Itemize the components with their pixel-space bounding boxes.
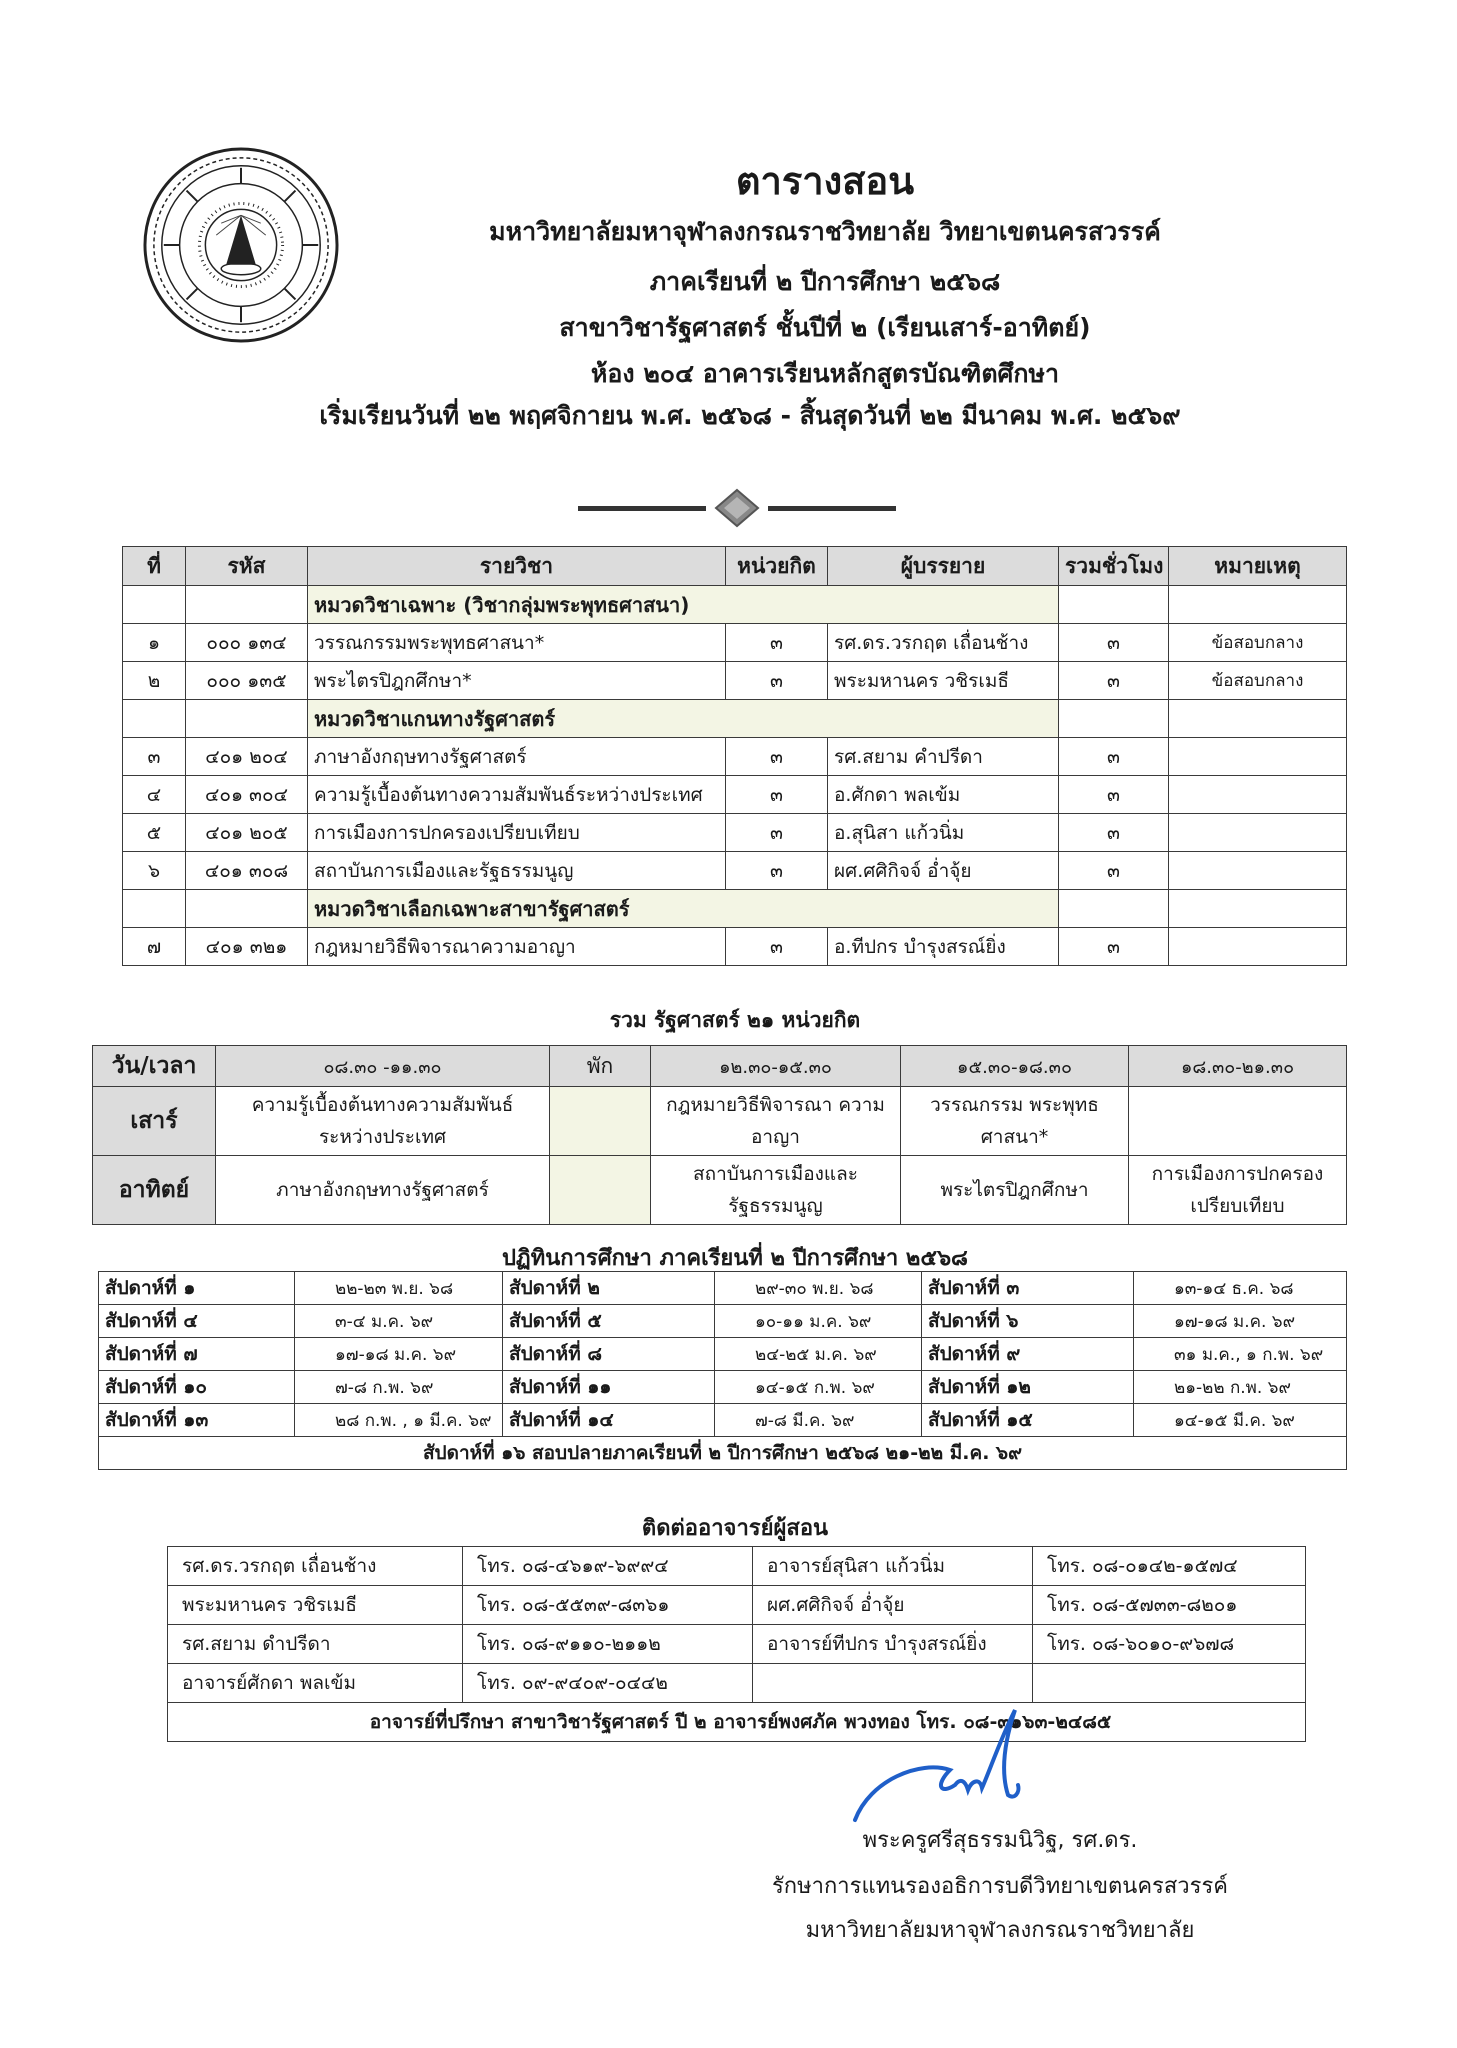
empty-cell <box>1059 890 1169 928</box>
schedule-row-saturday <box>93 1087 1347 1156</box>
course-no: ๔ <box>123 776 186 814</box>
empty-cell <box>186 586 308 624</box>
week-label: สัปดาห์ที่ ๗ <box>99 1338 295 1371</box>
course-no: ๑ <box>123 624 186 662</box>
contact-row <box>168 1586 1306 1625</box>
course-name: กฎหมายวิธีพิจารณาความอาญา <box>308 928 726 966</box>
empty-cell <box>1059 586 1169 624</box>
break-cell <box>550 1156 651 1225</box>
week-label: สัปดาห์ที่ ๑๔ <box>503 1404 715 1437</box>
contact-name: ผศ.ศศิกิจจ์ อ่ำจุ้ย <box>753 1586 1033 1625</box>
slot-cell: ภาษาอังกฤษทางรัฐศาสตร์ <box>216 1156 550 1225</box>
period-line: เริ่มเรียนวันที่ ๒๒ พฤศจิกายน พ.ศ. ๒๕๖๘ - สิ้นสุดวันที่ ๒๒ มีนาคม พ.ศ. ๒๕๖๙ <box>319 401 1181 430</box>
contact-phone <box>1033 1664 1306 1703</box>
col-hours: รวมชั่วโมง <box>1059 547 1169 586</box>
contact-phone: โทร. ๐๙-๙๔๐๙-๐๔๔๒ <box>463 1664 753 1703</box>
contact-name <box>753 1664 1033 1703</box>
col-slot-3: ๑๕.๓๐-๑๘.๓๐ <box>901 1046 1129 1087</box>
empty-cell <box>123 586 186 624</box>
contact-name: อาจารย์สุนิสา แก้วนิ่ม <box>753 1547 1033 1586</box>
course-note: ข้อสอบกลาง <box>1169 624 1347 662</box>
course-row <box>123 852 1347 890</box>
week-date: ๒๑-๒๒ ก.พ. ๖๙ <box>1134 1371 1347 1404</box>
exam-row <box>99 1437 1347 1470</box>
day-label: อาทิตย์ <box>93 1156 216 1225</box>
col-break: พัก <box>550 1046 651 1087</box>
course-credits: ๓ <box>726 928 828 966</box>
schedule-row-sunday <box>93 1156 1347 1225</box>
course-lecturer: รศ.ดร.วรกฤต เถื่อนช้าง <box>828 624 1059 662</box>
signatory-organization: มหาวิทยาลัยมหาจุฬาลงกรณราชวิทยาลัย <box>805 1918 1195 1943</box>
signatory-name: พระครูศรีสุธรรมนิวิฐ, รศ.ดร. <box>862 1828 1138 1853</box>
total-credits: รวม รัฐศาสตร์ ๒๑ หน่วยกิต <box>609 1008 861 1032</box>
courses-table <box>122 546 1347 966</box>
empty-cell <box>1169 700 1347 738</box>
week-date: ๓๑ ม.ค., ๑ ก.พ. ๖๙ <box>1134 1338 1347 1371</box>
empty-cell <box>186 700 308 738</box>
course-hours: ๓ <box>1059 814 1169 852</box>
course-code: ๔๐๑ ๓๐๘ <box>186 852 308 890</box>
semester-line: ภาคเรียนที่ ๒ ปีการศึกษา ๒๕๖๘ <box>649 267 1001 296</box>
course-no: ๓ <box>123 738 186 776</box>
week-label: สัปดาห์ที่ ๖ <box>922 1305 1134 1338</box>
calendar-row <box>99 1272 1347 1305</box>
week-date: ๑๔-๑๕ ก.พ. ๖๙ <box>715 1371 922 1404</box>
course-credits: ๓ <box>726 624 828 662</box>
course-section-row <box>123 890 1347 928</box>
course-hours: ๓ <box>1059 624 1169 662</box>
contact-phone: โทร. ๐๘-๕๗๓๓-๘๒๐๑ <box>1033 1586 1306 1625</box>
course-credits: ๓ <box>726 738 828 776</box>
empty-cell <box>186 890 308 928</box>
slot-cell <box>1129 1087 1347 1156</box>
col-no: ที่ <box>123 547 186 586</box>
schedule-header-row <box>93 1046 1347 1087</box>
university-name: มหาวิทยาลัยมหาจุฬาลงกรณราชวิทยาลัย วิทยาเขตนครสวรรค์ <box>489 217 1161 246</box>
calendar-row <box>99 1305 1347 1338</box>
course-name: ภาษาอังกฤษทางรัฐศาสตร์ <box>308 738 726 776</box>
col-code: รหัส <box>186 547 308 586</box>
advisor-info: อาจารย์ที่ปรึกษา สาขาวิชารัฐศาสตร์ ปี ๒ อาจารย์พงศภัค พวงทอง โทร. ๐๘-๓๑๖๓-๒๔๘๕ <box>168 1703 1306 1742</box>
col-day-time: วัน/เวลา <box>93 1046 216 1087</box>
week-label: สัปดาห์ที่ ๑๒ <box>922 1371 1134 1404</box>
course-note <box>1169 852 1347 890</box>
course-hours: ๓ <box>1059 662 1169 700</box>
week-label: สัปดาห์ที่ ๑๐ <box>99 1371 295 1404</box>
week-label: สัปดาห์ที่ ๓ <box>922 1272 1134 1305</box>
course-no: ๕ <box>123 814 186 852</box>
slot-cell: ความรู้เบื้องต้นทางความสัมพันธ์ ระหว่างประเทศ <box>216 1087 550 1156</box>
week-label: สัปดาห์ที่ ๒ <box>503 1272 715 1305</box>
col-slot-1: ๐๘.๓๐ -๑๑.๓๐ <box>216 1046 550 1087</box>
signatory-position: รักษาการแทนรองอธิการบดีวิทยาเขตนครสวรรค์ <box>771 1874 1228 1899</box>
decorative-divider-icon <box>578 488 896 528</box>
week-label: สัปดาห์ที่ ๑๓ <box>99 1404 295 1437</box>
contact-row <box>168 1547 1306 1586</box>
course-credits: ๓ <box>726 814 828 852</box>
calendar-title: ปฏิทินการศึกษา ภาคเรียนที่ ๒ ปีการศึกษา ๒๕๖๘ <box>501 1246 969 1271</box>
course-code: ๐๐๐ ๑๓๔ <box>186 624 308 662</box>
week-date: ๑๗-๑๘ ม.ค. ๖๙ <box>295 1338 503 1371</box>
empty-cell <box>123 890 186 928</box>
course-name: พระไตรปิฎกศึกษา* <box>308 662 726 700</box>
slot-cell: พระไตรปิฎกศึกษา <box>901 1156 1129 1225</box>
weekly-schedule-table <box>92 1045 1347 1225</box>
course-lecturer: อ.ศักดา พลเข้ม <box>828 776 1059 814</box>
calendar-row <box>99 1371 1347 1404</box>
course-note <box>1169 738 1347 776</box>
course-code: ๔๐๑ ๒๐๕ <box>186 814 308 852</box>
section-title: หมวดวิชาเลือกเฉพาะสาขารัฐศาสตร์ <box>308 890 1059 928</box>
course-no: ๗ <box>123 928 186 966</box>
calendar-row <box>99 1404 1347 1437</box>
course-hours: ๓ <box>1059 852 1169 890</box>
week-date: ๒๘ ก.พ. , ๑ มี.ค. ๖๙ <box>295 1404 503 1437</box>
week-date: ๒๒-๒๓ พ.ย. ๖๘ <box>295 1272 503 1305</box>
section-title: หมวดวิชาเฉพาะ (วิชากลุ่มพระพุทธศาสนา) <box>308 586 1059 624</box>
course-name: สถาบันการเมืองและรัฐธรรมนูญ <box>308 852 726 890</box>
courses-header-row <box>123 547 1347 586</box>
calendar-row <box>99 1338 1347 1371</box>
course-name: การเมืองการปกครองเปรียบเทียบ <box>308 814 726 852</box>
course-code: ๔๐๑ ๓๒๑ <box>186 928 308 966</box>
course-row <box>123 928 1347 966</box>
course-code: ๔๐๑ ๒๐๔ <box>186 738 308 776</box>
room-line: ห้อง ๒๐๔ อาคารเรียนหลักสูตรบัณฑิตศึกษา <box>590 359 1060 388</box>
week-label: สัปดาห์ที่ ๕ <box>503 1305 715 1338</box>
lecturer-contacts-table <box>167 1546 1306 1742</box>
course-row <box>123 814 1347 852</box>
course-note <box>1169 776 1347 814</box>
col-lecturer: ผู้บรรยาย <box>828 547 1059 586</box>
course-lecturer: อ.ทีปกร บำรุงสรณ์ยิ่ง <box>828 928 1059 966</box>
page-title: ตารางสอน <box>735 159 915 203</box>
slot-cell: กฎหมายวิธีพิจารณา ความอาญา <box>651 1087 901 1156</box>
course-no: ๒ <box>123 662 186 700</box>
course-lecturer: รศ.สยาม คำปรีดา <box>828 738 1059 776</box>
course-code: ๔๐๑ ๓๐๔ <box>186 776 308 814</box>
week-label: สัปดาห์ที่ ๑๕ <box>922 1404 1134 1437</box>
academic-calendar-table <box>98 1271 1347 1470</box>
week-date: ๗-๘ ก.พ. ๖๙ <box>295 1371 503 1404</box>
course-hours: ๓ <box>1059 738 1169 776</box>
empty-cell <box>1059 700 1169 738</box>
course-credits: ๓ <box>726 776 828 814</box>
week-label: สัปดาห์ที่ ๑ <box>99 1272 295 1305</box>
break-cell <box>550 1087 651 1156</box>
course-row <box>123 662 1347 700</box>
contact-phone: โทร. ๐๘-๕๕๓๙-๘๓๖๑ <box>463 1586 753 1625</box>
contact-name: พระมหานคร วชิรเมธี <box>168 1586 463 1625</box>
course-name: ความรู้เบื้องต้นทางความสัมพันธ์ระหว่างประเทศ <box>308 776 726 814</box>
col-credits: หน่วยกิต <box>726 547 828 586</box>
course-lecturer: อ.สุนิสา แก้วนิ่ม <box>828 814 1059 852</box>
week-label: สัปดาห์ที่ ๑๑ <box>503 1371 715 1404</box>
contacts-title: ติดต่ออาจารย์ผู้สอน <box>641 1516 829 1541</box>
course-row <box>123 776 1347 814</box>
course-hours: ๓ <box>1059 928 1169 966</box>
week-label: สัปดาห์ที่ ๔ <box>99 1305 295 1338</box>
course-name: วรรณกรรมพระพุทธศาสนา* <box>308 624 726 662</box>
slot-cell: การเมืองการปกครอง เปรียบเทียบ <box>1129 1156 1347 1225</box>
final-exam-note: สัปดาห์ที่ ๑๖ สอบปลายภาคเรียนที่ ๒ ปีการศึกษา ๒๕๖๘ ๒๑-๒๒ มี.ค. ๖๙ <box>99 1437 1347 1470</box>
course-section-row <box>123 586 1347 624</box>
week-date: ๑๐-๑๑ ม.ค. ๖๙ <box>715 1305 922 1338</box>
week-label: สัปดาห์ที่ ๙ <box>922 1338 1134 1371</box>
contact-name: รศ.สยาม ดำปรีดา <box>168 1625 463 1664</box>
advisor-row <box>168 1703 1306 1742</box>
course-hours: ๓ <box>1059 776 1169 814</box>
empty-cell <box>1169 890 1347 928</box>
contact-name: อาจารย์ศักดา พลเข้ม <box>168 1664 463 1703</box>
handwritten-signature-icon <box>840 1700 1070 1830</box>
course-credits: ๓ <box>726 662 828 700</box>
contact-phone: โทร. ๐๘-๐๑๔๒-๑๕๗๔ <box>1033 1547 1306 1586</box>
week-date: ๒๙-๓๐ พ.ย. ๖๘ <box>715 1272 922 1305</box>
contact-phone: โทร. ๐๘-๖๐๑๐-๙๖๗๘ <box>1033 1625 1306 1664</box>
course-row <box>123 738 1347 776</box>
week-label: สัปดาห์ที่ ๘ <box>503 1338 715 1371</box>
week-date: ๒๔-๒๕ ม.ค. ๖๙ <box>715 1338 922 1371</box>
course-no: ๖ <box>123 852 186 890</box>
course-code: ๐๐๐ ๑๓๕ <box>186 662 308 700</box>
slot-cell: สถาบันการเมืองและ รัฐธรรมนูญ <box>651 1156 901 1225</box>
week-date: ๓-๔ ม.ค. ๖๙ <box>295 1305 503 1338</box>
empty-cell <box>1169 586 1347 624</box>
col-slot-4: ๑๘.๓๐-๒๑.๓๐ <box>1129 1046 1347 1087</box>
course-note <box>1169 928 1347 966</box>
course-section-row <box>123 700 1347 738</box>
week-date: ๑๓-๑๔ ธ.ค. ๖๘ <box>1134 1272 1347 1305</box>
week-date: ๑๔-๑๕ มี.ค. ๖๙ <box>1134 1404 1347 1437</box>
empty-cell <box>123 700 186 738</box>
section-title: หมวดวิชาแกนทางรัฐศาสตร์ <box>308 700 1059 738</box>
course-note: ข้อสอบกลาง <box>1169 662 1347 700</box>
contact-row <box>168 1664 1306 1703</box>
week-date: ๑๗-๑๘ ม.ค. ๖๙ <box>1134 1305 1347 1338</box>
course-lecturer: พระมหานคร วชิรเมธี <box>828 662 1059 700</box>
course-credits: ๓ <box>726 852 828 890</box>
contact-name: อาจารย์ทีปกร บำรุงสรณ์ยิ่ง <box>753 1625 1033 1664</box>
course-note <box>1169 814 1347 852</box>
course-row <box>123 624 1347 662</box>
course-lecturer: ผศ.ศศิกิจจ์ อ่ำจุ้ย <box>828 852 1059 890</box>
week-date: ๗-๘ มี.ค. ๖๙ <box>715 1404 922 1437</box>
col-slot-2: ๑๒.๓๐-๑๕.๓๐ <box>651 1046 901 1087</box>
day-label: เสาร์ <box>93 1087 216 1156</box>
contact-name: รศ.ดร.วรกฤต เถื่อนช้าง <box>168 1547 463 1586</box>
slot-cell: วรรณกรรม พระพุทธศาสนา* <box>901 1087 1129 1156</box>
program-line: สาขาวิชารัฐศาสตร์ ชั้นปีที่ ๒ (เรียนเสาร์-อาทิตย์) <box>559 313 1091 342</box>
col-course: รายวิชา <box>308 547 726 586</box>
contact-phone: โทร. ๐๘-๙๑๑๐-๒๑๑๒ <box>463 1625 753 1664</box>
contact-row <box>168 1625 1306 1664</box>
contact-phone: โทร. ๐๘-๔๖๑๙-๖๙๙๔ <box>463 1547 753 1586</box>
col-note: หมายเหตุ <box>1169 547 1347 586</box>
